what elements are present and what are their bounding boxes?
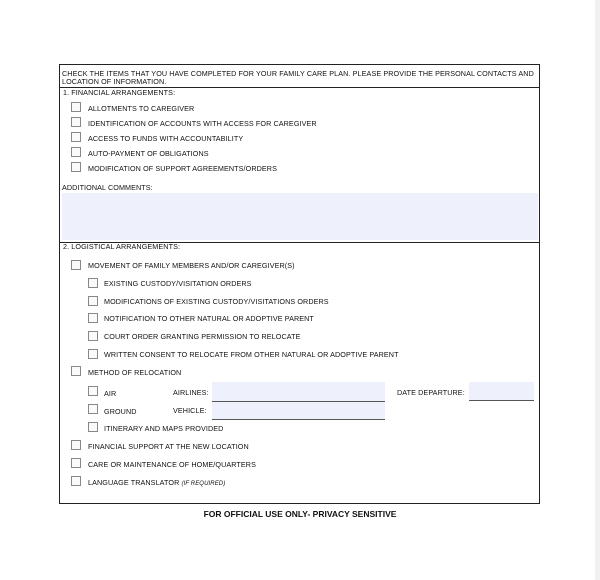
label-notification-parent: NOTIFICATION TO OTHER NATURAL OR ADOPTIVE PARENT <box>104 314 314 323</box>
label-identification-accounts: IDENTIFICATION OF ACCOUNTS WITH ACCESS FOR CAREGIVER <box>88 119 317 128</box>
checkbox-modifications-custody[interactable] <box>88 296 98 306</box>
label-movement: MOVEMENT OF FAMILY MEMBERS AND/OR CAREGIVER(S) <box>88 261 295 270</box>
checkbox-access-funds[interactable] <box>71 132 81 142</box>
family-care-plan-form <box>59 64 540 504</box>
checkbox-existing-custody[interactable] <box>88 278 98 288</box>
checkbox-court-order[interactable] <box>88 331 98 341</box>
checkbox-notification-parent[interactable] <box>88 313 98 323</box>
label-written-consent: WRITTEN CONSENT TO RELOCATE FROM OTHER NATURAL OR ADOPTIVE PARENT <box>104 350 399 359</box>
label-language-translator <box>88 478 225 489</box>
checkbox-air[interactable] <box>88 386 98 396</box>
label-itinerary: ITINERARY AND MAPS PROVIDED <box>104 424 224 433</box>
label-air: AIR <box>104 389 117 398</box>
label-financial-support: FINANCIAL SUPPORT AT THE NEW LOCATION <box>88 442 249 451</box>
label-vehicle: VEHICLE: <box>173 406 207 415</box>
checkbox-care-maintenance[interactable] <box>71 458 81 468</box>
label-airlines: AIRLINES: <box>173 388 209 397</box>
checkbox-language-translator[interactable] <box>71 476 81 486</box>
translator-text: LANGUAGE TRANSLATOR <box>88 478 180 487</box>
label-existing-custody: EXISTING CUSTODY/VISITATION ORDERS <box>104 279 252 288</box>
checkbox-modification-support[interactable] <box>71 162 81 172</box>
label-modification-support: MODIFICATION OF SUPPORT AGREEMENTS/ORDERS <box>88 164 277 173</box>
label-court-order: COURT ORDER GRANTING PERMISSION TO RELOCATE <box>104 332 301 341</box>
checkbox-ground[interactable] <box>88 404 98 414</box>
checkbox-identification-accounts[interactable] <box>71 117 81 127</box>
airlines-field[interactable] <box>212 382 385 402</box>
additional-comments-label: ADDITIONAL COMMENTS: <box>62 183 153 192</box>
intro-text-2: LOCATION OF INFORMATION. <box>62 77 167 86</box>
footer-privacy-notice: FOR OFFICIAL USE ONLY- PRIVACY SENSITIVE <box>203 509 397 519</box>
additional-comments-field[interactable] <box>62 193 538 240</box>
section-logistical-title: 2. LOGISTICAL ARRANGEMENTS: <box>63 242 181 251</box>
intro-text: CHECK THE ITEMS THAT YOU HAVE COMPLETED FOR YOUR FAMILY CARE PLAN. PLEASE PROVIDE THE PERSONAL CONTACTS AND <box>62 69 534 78</box>
checkbox-allotments[interactable] <box>71 102 81 112</box>
translator-note: (IF REQUIRED) <box>181 481 226 487</box>
checkbox-financial-support[interactable] <box>71 440 81 450</box>
checkbox-method-relocation[interactable] <box>71 366 81 376</box>
label-allotments: ALLOTMENTS TO CAREGIVER <box>88 104 195 113</box>
label-auto-payment: AUTO-PAYMENT OF OBLIGATIONS <box>88 149 209 158</box>
checkbox-itinerary[interactable] <box>88 422 98 432</box>
label-date-departure: DATE DEPARTURE: <box>397 388 465 397</box>
label-access-funds: ACCESS TO FUNDS WITH ACCOUNTABILITY <box>88 134 244 143</box>
section-financial-title: 1. FINANCIAL ARRANGEMENTS: <box>63 88 176 97</box>
checkbox-written-consent[interactable] <box>88 349 98 359</box>
label-ground: GROUND <box>104 407 137 416</box>
checkbox-movement[interactable] <box>71 260 81 270</box>
date-departure-field[interactable] <box>469 382 534 401</box>
label-care-maintenance: CARE OR MAINTENANCE OF HOME/QUARTERS <box>88 460 256 469</box>
checkbox-auto-payment[interactable] <box>71 147 81 157</box>
label-modifications-custody: MODIFICATIONS OF EXISTING CUSTODY/VISITATIONS ORDERS <box>104 297 329 306</box>
vehicle-field[interactable] <box>212 402 385 420</box>
label-method-relocation: METHOD OF RELOCATION <box>88 368 182 377</box>
